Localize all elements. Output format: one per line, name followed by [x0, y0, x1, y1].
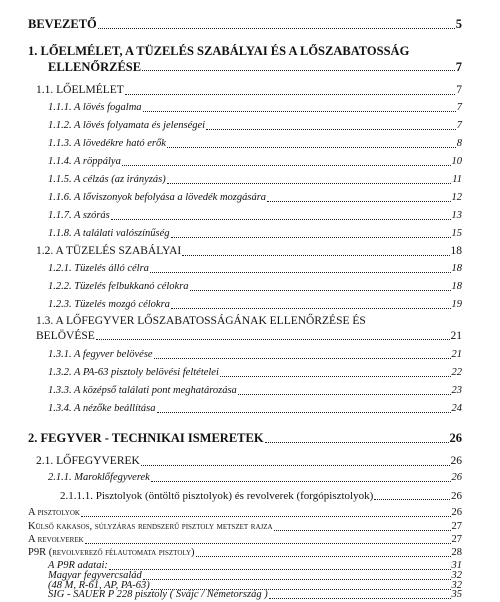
toc-entry-line2	[36, 331, 462, 343]
toc-entry-introduction[interactable]	[28, 18, 462, 31]
toc-entry-1-1-3[interactable]	[48, 139, 462, 150]
toc-entry-1-3[interactable]	[36, 316, 462, 342]
toc-entry-1-1-4[interactable]	[48, 157, 462, 168]
dot-leader	[125, 94, 455, 95]
toc-page-number: 12	[451, 192, 462, 203]
dot-leader	[157, 412, 451, 413]
toc-page-number: 18	[451, 263, 462, 274]
toc-page-number: 23	[451, 385, 462, 396]
toc-entry-title: 1.1.4. A röppálya	[48, 156, 121, 167]
dot-leader	[238, 394, 451, 395]
toc-entry-title: 1.3.2. A PA-63 pisztoly belövési feltételei	[48, 367, 219, 378]
toc-entry-2-1[interactable]	[36, 456, 462, 468]
toc-entry-title: 2.1. LŐFEGYVEREK	[36, 455, 140, 467]
toc-entry-title: SIG - SAUER P 228 pisztoly ( Svájc / Németország )	[48, 589, 268, 600]
dot-leader	[154, 358, 451, 359]
dot-leader	[190, 290, 451, 291]
toc-page-number: 8	[456, 138, 462, 149]
dot-leader	[96, 339, 450, 340]
toc-page-number: 21	[451, 349, 462, 360]
toc-entry-sig-sauer[interactable]	[48, 590, 462, 601]
toc-entry-title: 1.3.1. A fegyver belövése	[48, 349, 153, 360]
toc-page-number: 18	[450, 245, 462, 257]
toc-page-number: 7	[456, 120, 462, 131]
toc-entry-chapter-1[interactable]	[28, 45, 462, 73]
toc-entry-title: 1.2. A TÜZELÉS SZABÁLYAI	[36, 245, 182, 257]
toc-entry-title: 1.1.6. A lőviszonyok befolyása a lövedék mozgására	[48, 192, 267, 203]
toc-entry-title: 1.3.3. A középső találati pont meghatározása	[48, 385, 237, 396]
toc-entry-cross-section[interactable]	[28, 522, 462, 533]
toc-entry-title: Külső kakasos, súlyzáras rendszerű pisztoly metszet rajza	[28, 521, 273, 532]
toc-entry-title: 1.2.1. Tüzelés álló célra	[48, 263, 149, 274]
toc-entry-title: A P9R adatai:	[48, 560, 108, 571]
dot-leader	[122, 165, 451, 166]
toc-entry-title: (48 M, R-61, AP, PA-63)	[48, 580, 150, 591]
toc-entry-1-2[interactable]	[36, 246, 462, 258]
dot-leader	[171, 308, 451, 309]
toc-page-number: 35	[451, 589, 462, 600]
toc-page-number: 13	[451, 210, 462, 221]
toc-entry-title: 1.1.8. A találati valószínűség	[48, 228, 170, 239]
toc-entry-1-1-1[interactable]	[48, 103, 462, 114]
toc-page-number: 26	[449, 431, 462, 445]
dot-leader	[267, 201, 450, 202]
toc-entry-1-3-1[interactable]	[48, 350, 462, 361]
dot-leader	[150, 272, 451, 273]
toc-entry-2-1-1[interactable]	[48, 473, 462, 484]
toc-page-number: 32	[451, 580, 462, 591]
toc-entry-1-1-2[interactable]	[48, 121, 462, 132]
toc-entry-title: Magyar fegyvercsalád	[48, 570, 142, 581]
toc-entry-title: 1.1.1. A lövés fogalma	[48, 102, 142, 113]
toc-page-number: 5	[455, 17, 462, 31]
toc-entry-1-3-2[interactable]	[48, 368, 462, 379]
dot-leader	[206, 129, 456, 130]
toc-entry-title: 1.3. A LŐFEGYVER LŐSZABATOSSÁGÁNAK ELLENŐRZÉSE ÉS	[36, 315, 366, 327]
toc-page-number: 7	[456, 102, 462, 113]
toc-entry-title: P9R (revolverező félautomata pisztoly)	[28, 547, 195, 558]
dot-leader	[374, 499, 450, 500]
toc-entry-title-cont: BELÖVÉSE	[36, 329, 95, 342]
toc-entry-title: 1.1.7. A szórás	[48, 210, 110, 221]
dot-leader	[220, 376, 451, 377]
toc-page-number: 21	[450, 329, 462, 342]
dot-leader	[111, 219, 451, 220]
toc-page-number: 26	[451, 472, 462, 483]
dot-leader	[142, 70, 455, 71]
toc-entry-title: 1.2.3. Tüzelés mozgó célokra	[48, 299, 170, 310]
toc-entry-title: BEVEZETŐ	[28, 17, 97, 31]
dot-leader	[274, 530, 451, 531]
toc-page-number: 11	[452, 174, 462, 185]
toc-page-number: 27	[451, 521, 462, 532]
toc-page-number: 26	[450, 455, 462, 467]
toc-entry-title: A revolverek	[28, 534, 84, 545]
toc-page-number: 7	[455, 59, 462, 74]
toc-page-number: 22	[451, 367, 462, 378]
toc-entry-chapter-2[interactable]	[28, 432, 462, 445]
toc-entry-1-3-4[interactable]	[48, 404, 462, 415]
toc-page-number: 26	[451, 507, 462, 518]
toc-entry-revolvers[interactable]	[28, 535, 462, 546]
toc-entry-1-2-1[interactable]	[48, 264, 462, 275]
toc-entry-p9r[interactable]	[28, 548, 462, 559]
dot-leader	[182, 255, 449, 256]
toc-entry-1-1[interactable]	[36, 85, 462, 97]
dot-leader	[167, 147, 456, 148]
toc-entry-title: 2. FEGYVER - TECHNIKAI ISMERETEK	[28, 431, 264, 445]
toc-entry-line2	[28, 61, 462, 74]
toc-entry-title: 1.1.2. A lövés folyamata és jelenségei	[48, 120, 206, 131]
toc-entry-1-2-2[interactable]	[48, 282, 462, 293]
dot-leader	[269, 598, 451, 599]
toc-entry-1-1-7[interactable]	[48, 211, 462, 222]
toc-entry-title: 1. LŐELMÉLET, A TÜZELÉS SZABÁLYAI ÉS A LŐSZABATOSSÁG	[28, 44, 410, 58]
toc-page-number: 7	[456, 84, 462, 96]
toc-page-number: 18	[451, 281, 462, 292]
dot-leader	[167, 183, 452, 184]
dot-leader	[143, 111, 456, 112]
toc-page-number: 19	[451, 299, 462, 310]
dot-leader	[265, 442, 449, 443]
toc-entry-1-1-5[interactable]	[48, 175, 462, 186]
toc-entry-pistols[interactable]	[28, 508, 462, 519]
dot-leader	[141, 465, 450, 466]
toc-page-number: 26	[451, 490, 462, 502]
toc-entry-1-1-6[interactable]	[48, 193, 462, 204]
toc-entry-title: 1.3.4. A nézőke beállítása	[48, 403, 156, 414]
toc-entry-1-3-3[interactable]	[48, 386, 462, 397]
toc-page-number: 10	[451, 156, 462, 167]
dot-leader	[109, 569, 451, 570]
dot-leader	[143, 579, 451, 580]
toc-page-number: 24	[451, 403, 462, 414]
toc-page-number: 27	[451, 534, 462, 545]
toc-entry-title: 1.1.3. A lövedékre ható erők	[48, 138, 166, 149]
dot-leader	[81, 516, 451, 517]
toc-entry-title-cont: ELLENŐRZÉSE	[48, 59, 142, 74]
dot-leader	[171, 237, 451, 238]
toc-entry-1-2-3[interactable]	[48, 300, 462, 311]
dot-leader	[98, 28, 455, 29]
toc-entry-title: 1.2.2. Tüzelés felbukkanó célokra	[48, 281, 189, 292]
toc-page-number: 32	[451, 570, 462, 581]
toc-entry-title: 1.1. LŐELMÉLET	[36, 84, 124, 96]
dot-leader	[151, 481, 451, 482]
toc-entry-title: 2.1.1. Maroklőfegyverek	[48, 472, 150, 483]
dot-leader	[85, 543, 451, 544]
toc-entry-title: A pisztolyok	[28, 507, 80, 518]
toc-page-number: 15	[451, 228, 462, 239]
toc-page-number: 28	[451, 547, 462, 558]
toc-page-number: 31	[451, 560, 462, 571]
toc-entry-2-1-1-1[interactable]	[60, 491, 462, 502]
dot-leader	[196, 556, 451, 557]
toc-entry-title: 2.1.1.1. Pisztolyok (öntöltő pisztolyok) és revolverek (forgópisztolyok)	[60, 490, 374, 502]
toc-entry-title: 1.1.5. A célzás (az irányzás)	[48, 174, 166, 185]
toc-entry-1-1-8[interactable]	[48, 229, 462, 240]
